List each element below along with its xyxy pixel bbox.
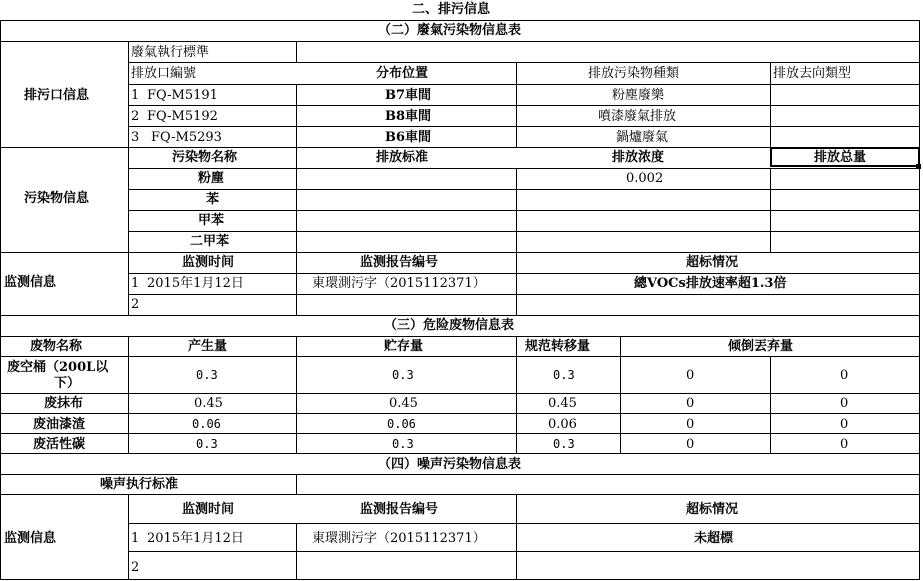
grid-line [128,336,129,453]
noise-monitor-report-header: 监测报告编号 [360,502,439,517]
pollutant-group-label: 污染物信息 [24,191,90,206]
grid-line [0,453,920,454]
waste-row-4-transferred: 0.3 [553,437,575,451]
air-monitor-report-header: 监测报告编号 [360,255,439,270]
outlet-row-3-no: 3 [131,130,140,145]
grid-line [128,273,920,274]
outlet-row-2-type: 噴漆廢氣排放 [598,109,677,124]
grid-line [0,474,920,475]
grid-line [919,20,920,579]
air-monitor-row-1-date: 2015年1月12日 [147,276,244,291]
waste-row-2-dumped-a: 0 [686,396,695,411]
grid-line [620,336,621,453]
waste-row-2-transferred: 0.45 [548,396,577,411]
grid-line [128,189,920,190]
outlet-row-1-code: FQ-M5191 [147,88,218,103]
noise-table-title: （四）噪声污染物信息表 [378,457,522,472]
waste-row-3-dumped-a: 0 [686,417,695,432]
waste-row-1-stored: 0.3 [392,368,414,382]
waste-row-1-dumped-a: 0 [686,368,695,383]
waste-name-header: 废物名称 [30,339,83,354]
pollutant-row-3-name: 甲苯 [198,213,225,228]
outlet-group-label: 排污口信息 [24,88,90,103]
noise-monitor-row-1-report: 東環測污字（2015112371） [312,531,486,546]
waste-transfer-header: 规范转移量 [525,339,591,354]
grid-line [128,294,920,295]
grid-line [0,433,920,434]
air-monitor-status-header: 超标情况 [686,255,739,270]
grid-line [128,494,129,579]
air-monitor-time-header: 监测时间 [182,255,235,270]
waste-row-3-dumped-b: 0 [840,417,849,432]
grid-line [0,579,920,580]
noise-monitor-group-label: 监测信息 [4,531,57,546]
location-header: 分布位置 [376,66,429,81]
grid-line [128,62,920,63]
outlet-row-1-no: 1 [131,88,140,103]
waste-row-2-name: 废抹布 [44,396,84,411]
outlet-row-2-location: B8車間 [385,109,432,124]
noise-monitor-time-header: 监测时间 [182,502,235,517]
grid-line [516,494,517,579]
grid-line [296,474,297,494]
waste-row-1-name-line2: 下） [54,376,81,391]
waste-row-1-name-line1: 废空桶（200L以 [7,360,109,375]
grid-line [0,20,920,21]
emission-total-header: 排放总量 [814,150,867,165]
pollutant-row-1-concentration: 0.002 [626,171,664,186]
waste-table-title: （三）危险废物信息表 [384,318,515,333]
pollutant-name-header: 污染物名称 [172,150,238,165]
noise-monitor-row-1-no: 1 [131,531,140,546]
grid-line [770,168,771,252]
air-monitor-row-1-status: 總VOCs排放速率超1.3倍 [634,276,787,291]
grid-line [770,62,771,147]
grid-line [0,336,920,337]
noise-monitor-row-2-no: 2 [131,560,140,575]
air-monitor-row-2-no: 2 [131,297,140,312]
noise-monitor-status-header: 超标情况 [686,502,739,517]
waste-produced-header: 产生量 [188,339,228,354]
waste-row-4-dumped-b: 0 [840,437,849,452]
direction-header: 排放去向類型 [773,66,852,81]
outlet-row-2-no: 2 [131,109,140,124]
outlet-row-3-code: FQ-M5293 [151,130,222,145]
waste-row-2-produced: 0.45 [194,396,223,411]
outlet-row-1-location: B7車間 [385,88,432,103]
waste-row-2-stored: 0.45 [389,396,418,411]
noise-monitor-row-1-status: 未超標 [694,531,734,546]
grid-line [296,84,297,315]
waste-dumped-header: 倾倒丟弃量 [728,339,794,354]
outlet-row-2-code: FQ-M5192 [147,109,218,124]
emission-standard-header: 排放标准 [376,150,429,165]
waste-row-4-stored: 0.3 [392,437,414,451]
waste-row-3-stored: 0.06 [387,417,416,431]
pollutant-row-1-name: 粉塵 [198,171,225,186]
section-title: 二、排污信息 [412,2,491,17]
grid-line [296,336,297,453]
grid-line [0,356,920,357]
grid-line [296,523,297,579]
outlet-code-header: 排放口編號 [131,66,197,81]
grid-line [516,168,517,315]
types-header: 排放污染物種類 [588,66,680,81]
waste-row-4-name: 废活性碳 [33,437,86,452]
grid-line [128,523,920,524]
outlet-row-3-type: 鍋爐廢氣 [616,130,669,145]
noise-monitor-row-1-date: 2015年1月12日 [147,531,244,546]
waste-row-1-dumped-b: 0 [840,368,849,383]
grid-line [128,126,920,127]
grid-line [0,315,920,316]
grid-line [0,413,920,414]
grid-line [128,105,920,106]
air-monitor-group-label: 监测信息 [4,275,57,290]
waste-row-3-produced: 0.06 [192,417,221,431]
waste-row-4-dumped-a: 0 [686,437,695,452]
grid-line [0,147,920,148]
noise-standard-label: 噪声执行标准 [100,477,179,492]
grid-line [0,252,920,253]
air-monitor-row-1-no: 1 [131,276,140,291]
grid-line [0,20,1,579]
grid-line [0,393,920,394]
grid-line [128,84,920,85]
waste-stored-header: 贮存量 [384,339,424,354]
emission-concentration-header: 排放浓度 [612,150,665,165]
waste-row-1-transferred: 0.3 [553,368,575,382]
waste-row-3-name: 废油漆渣 [33,417,86,432]
grid-line [128,41,129,315]
waste-row-2-dumped-b: 0 [840,396,849,411]
outlet-row-1-type: 粉塵廢樂 [612,88,665,103]
pollutant-row-4-name: 二甲苯 [190,234,230,249]
air-table-title: （二）廢氣污染物信息表 [378,23,522,38]
grid-line [296,41,297,62]
waste-row-3-transferred: 0.06 [548,417,577,432]
grid-line [770,356,771,453]
waste-row-1-produced: 0.3 [196,368,218,382]
outlet-row-3-location: B6車間 [385,130,432,145]
grid-line [128,168,920,169]
grid-line [128,231,920,232]
waste-row-4-produced: 0.3 [196,437,218,451]
grid-line [0,494,920,495]
grid-line [0,41,920,42]
grid-line [516,336,517,453]
grid-line [128,551,920,552]
grid-line [128,210,920,211]
air-monitor-row-1-report: 東環測污字（2015112371） [312,276,486,291]
selected-cell[interactable] [770,147,920,167]
air-standard-label: 廢氣執行標準 [131,45,210,60]
grid-line [516,62,517,147]
pollutant-row-2-name: 苯 [206,192,220,207]
